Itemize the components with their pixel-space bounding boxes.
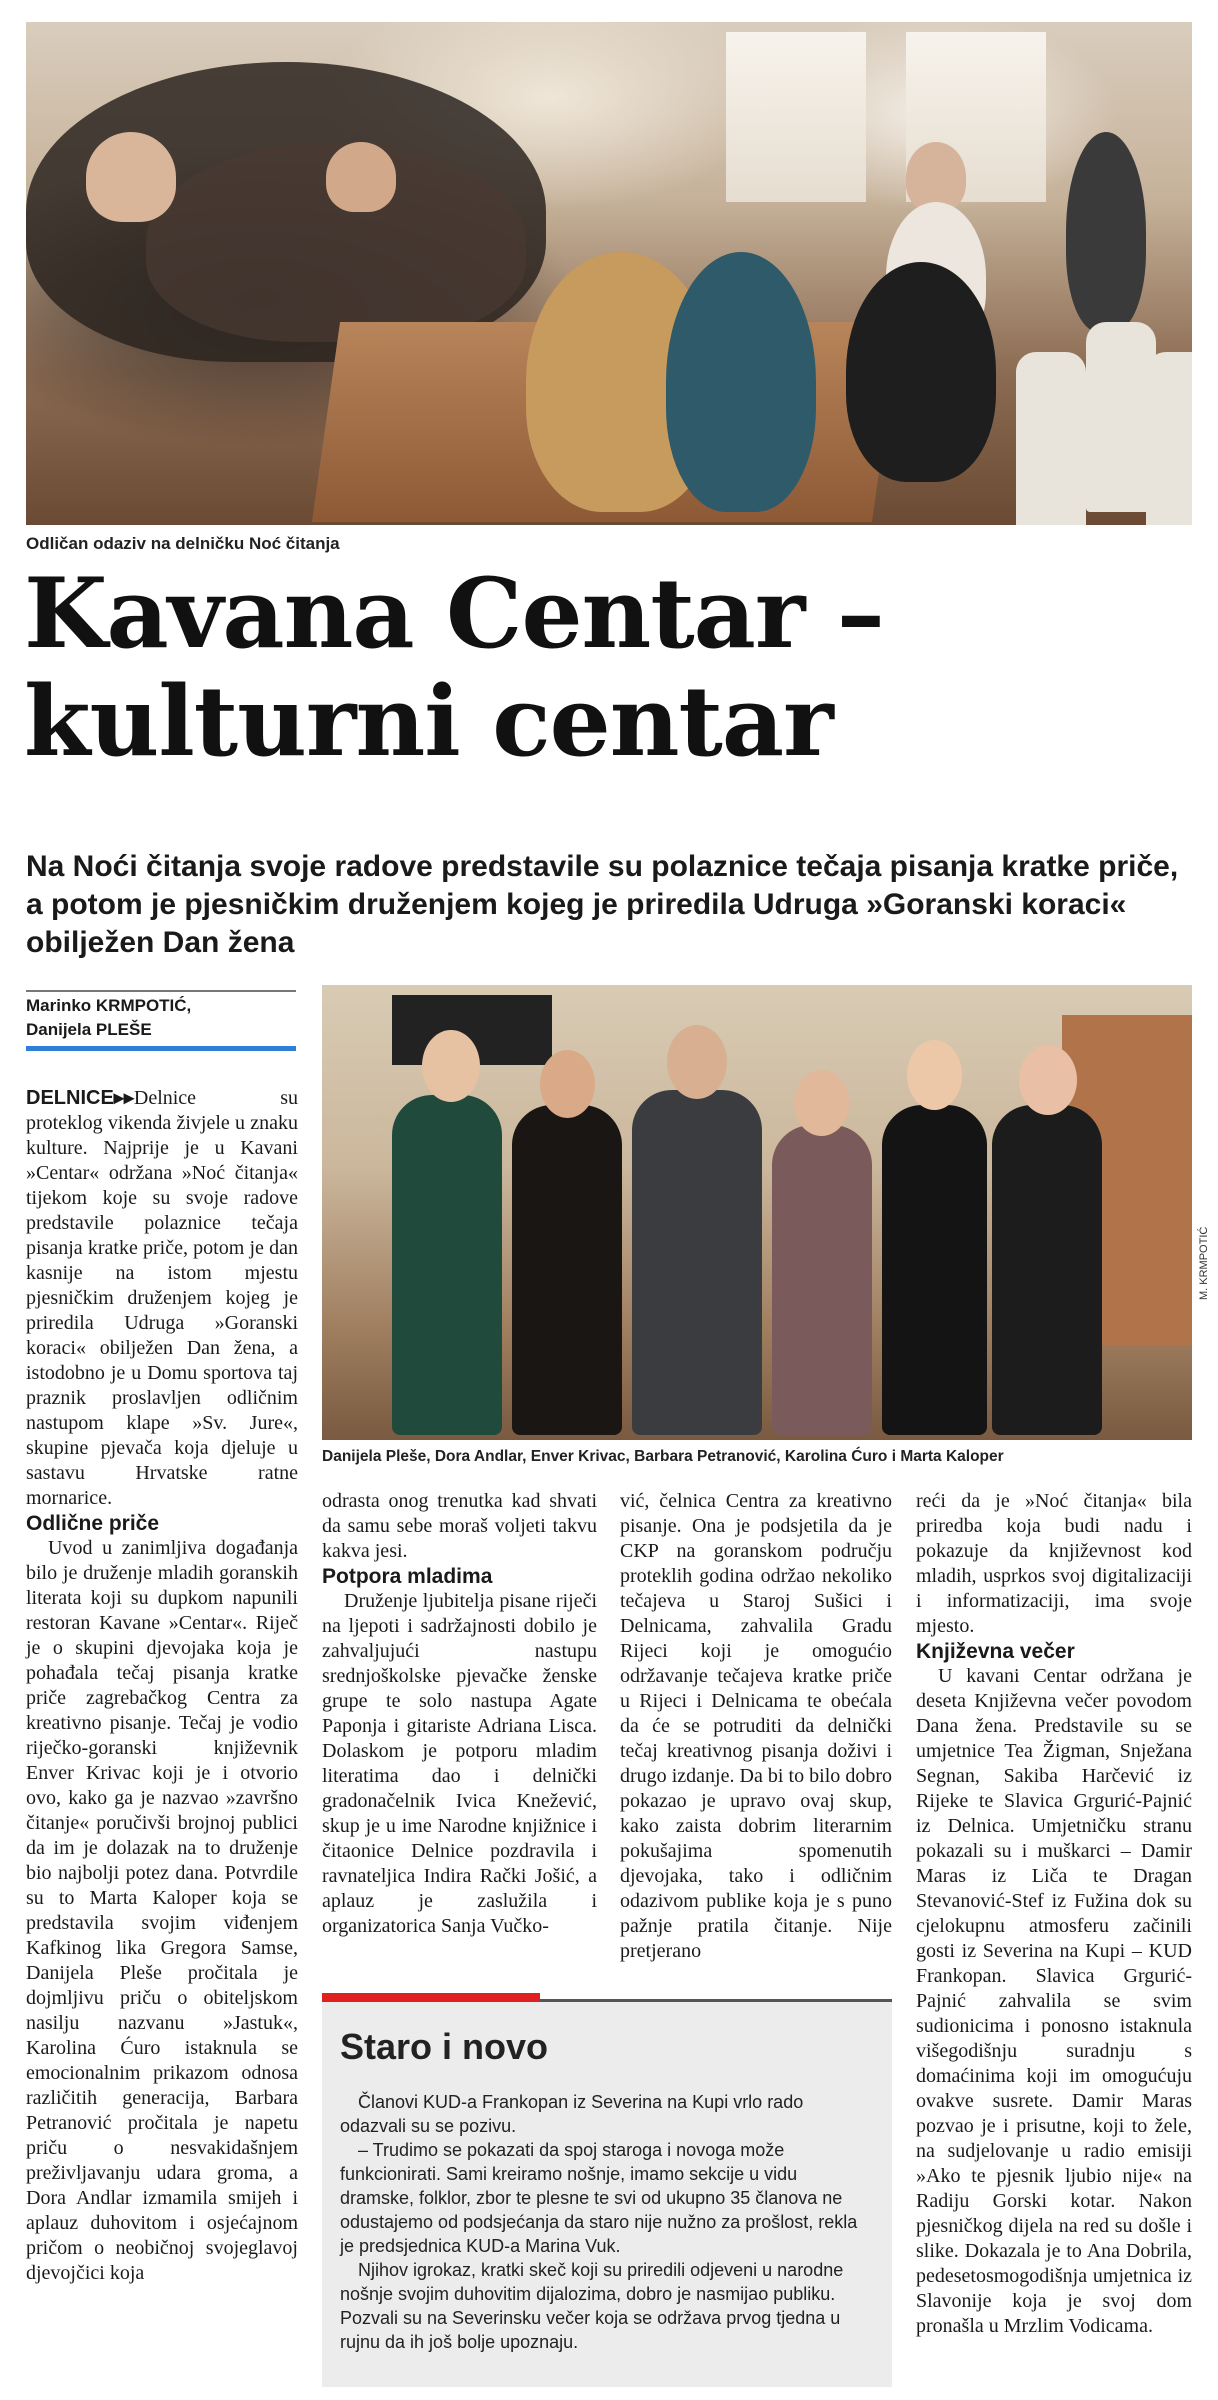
double-arrow-icon: ▸▸: [113, 1087, 134, 1109]
photo-person-5: [882, 1105, 987, 1435]
photo-person-4-head: [794, 1070, 849, 1136]
photo-window: [726, 32, 866, 202]
article-column-3: [620, 1489, 892, 1964]
lead-paragraph: [26, 1086, 298, 1511]
author-2: Danijela PLEŠE: [26, 1020, 152, 1039]
article-headline: [24, 557, 1204, 778]
box-paragraph: Njihov igrokaz, kratki skeč koji su priredili odjeveni u narodne nošnje svojim duhovitim dijalozima, dobro je nasmijao publiku. Pozvali su na Severinsku večer koja se održava prvog tjedna u rujnu da ih još bolje upoznaju.: [340, 2260, 844, 2352]
photo-person-2-head: [540, 1050, 595, 1118]
article-column-4: [916, 1489, 1192, 2339]
photo-person-4: [772, 1125, 872, 1435]
photo-person-3: [632, 1090, 762, 1435]
article-subheadline: Na Noći čitanja svoje radove predstavile su polaznice tečaja pisanja kratke priče, a potom je pjesničkim druženjem kojeg je priredila Udruga »Goranski koraci« obilježen Dan žena: [26, 850, 1179, 959]
event-photo-audience: [26, 22, 1192, 525]
paragraph: vić, čelnica Centra za kreativno pisanje. Ona je podsjetila da je CKP na goranskom području proteklih godina održao nekoliko tečajeva u Staroj Sušici i Delnicama, zahvalila Gradu Rijeci koji je omogućio održavanje tečajeva kratke priče u Rijeci i Delnicama te obećala da će se potruditi da delnički tečaj kreativnog pisanja doživi i drugo izdanje. Da bi to bilo dobro pokazao je upravo ovaj skup, kako zaista dobrim literarnim pokušajima spomenutih djevojaka, tako i odličnim odazivom publike koja je s puno pažnje pratila čitanje. Nije pretjerano: [620, 1490, 892, 1962]
sidebar-box-staro-i-novo: [322, 2002, 892, 2387]
photo-person-6-head: [1019, 1045, 1077, 1115]
photo-chair: [1146, 352, 1192, 525]
box-body: [340, 2090, 868, 2354]
photo-chair: [1016, 352, 1086, 525]
article-column-2: [322, 1489, 597, 1939]
subheading-odlicne-price: Odlične priče: [26, 1512, 160, 1535]
byline: [26, 994, 296, 1051]
photo-woman-dark: [846, 262, 996, 482]
byline-rule: [26, 990, 296, 992]
box-paragraph: Članovi KUD-a Frankopan iz Severina na Kupi vrlo rado odazvali su se pozivu.: [340, 2092, 804, 2136]
photo-person-1: [392, 1095, 502, 1435]
box-accent-bar: [322, 1993, 540, 2002]
paragraph: Druženje ljubitelja pisane riječi na ljepoti i sadržajnosti dobilo je zahvaljujući nastupu srednjoškolske pjevačke ženske grupe te solo nastupa Agate Paponja i gitariste Adriana Lisca. Dolaskom je potporu mladim literatima dao i delnički gradonačelnik Ivica Knežević, skup je u ime Narodne knjižnice i čitaonice Delnice pozdravila i ravnateljica Indira Rački Jošić, a aplauz je zaslužila i organizatorica Sanja Vučko-: [322, 1590, 597, 1937]
photo-person-6: [992, 1105, 1102, 1435]
photo-woman-teal: [666, 252, 816, 512]
headline-line-1: Kavana Centar –: [24, 557, 884, 670]
paragraph: U kavani Centar održana je deseta Književna večer povodom Dana žena. Predstavile su se umjetnice Tea Žigman, Snježana Segnan, Sakiba Harčević iz Rijeke te Slavica Grgurić-Pajnić iz Delnica. Umjetničku stranu pokazali su i muškarci – Damir Maras iz Liča te Dragan Stevanović-Stef iz Fužina dok su cjelokupnu atmosferu začinili gosti iz Severina na Kupi – KUD Frankopan. Slavica Grgurić-Pajnić zahvalila se svim sudionicima i ponosno istaknula višegodišnju suradnju s domaćinima koji im omogućuju ovakve susrete. Damir Maras pozvao je i prisutne, koji to žele, na sudjelovanje u radio emisiji »Ako te pjesnik ljubio nije« na Radiju Gorski kotar. Nakon pjesničkog dijela na red su došle i slike. Dokazala je to Ana Dobrila, pedesetosmogodišnja umjetnica iz Slavonije koja je svoj dom pronašla u Mrzlim Vodicama.: [916, 1665, 1192, 2337]
group-photo: [322, 985, 1192, 1440]
photo-caption-top: Odličan odaziv na delničku Noć čitanja: [26, 534, 340, 553]
paragraph: reći da je »Noć čitanja« bila priredba koja budi nadu i pokazuje da književnost kod mladih, usprkos svoj digitalizaciji i informatizaciji, ima svoje mjesto.: [916, 1490, 1192, 1637]
photo-person-5-head: [907, 1040, 962, 1110]
photo-person-3-head: [667, 1025, 727, 1099]
photo-person-2: [512, 1105, 622, 1435]
paragraph: Uvod u zanimljiva događanja bilo je druženje mladih goranskih literata koji su dupkom napunili restoran Kavane »Centar«. Riječ je o skupini djevojaka koja je pohađala tečaj pisanja kratke priče zagrebačkog Centra za kreativno pisanje. Tečaj je vodio riječko-goranski književnik Enver Krivac koji je i otvorio ovo, kako ga je nazvao »završno čitanje« poručivši brojnoj publici da im je dolazak na to druženje bio najbolji potez dana. Potvrdile su to Marta Kaloper koja se predstavila svojim viđenjem Kafkinog lika Gregora Samse, Danijela Pleše pročitala je dojmljivu priču o obiteljskom nasilju nazvanu »Jastuk«, Karolina Ćuro istaknula se emocionalnim prikazom odnosa različitih generacija, Barbara Petranović pročitala je napetu priču o nesvakidašnjem preživljavanju udara groma, a Dora Andlar izmamila smijeh i aplauz duhovitom i osjećajnom pričom o neobičnoj svojeglavoj djevojčici koja: [26, 1537, 298, 2284]
box-paragraph: – Trudimo se pokazati da spoj staroga i novoga može funkcionirati. Sami kreiramo nošnje, imamo sekcije u vidu dramske, folklor, zbor te plesne te svi od ukupno 35 članova ne odustajemo od podsjećanja da staro nije nužno za prošlost, rekla je predsjednica KUD-a Marina Vuk.: [340, 2140, 858, 2256]
photo-head: [86, 132, 176, 222]
article-column-1: [26, 1086, 298, 2286]
location-kicker: DELNICE: [26, 1087, 114, 1109]
box-title: Staro i novo: [340, 2026, 549, 2067]
photo-caption-mid: Danijela Pleše, Dora Andlar, Enver Krivac, Barbara Petranović, Karolina Ćuro i Marta Kaloper: [322, 1448, 1004, 1465]
subheading-potpora-mladima: Potpora mladima: [322, 1565, 493, 1588]
subheading-knjizevna-vecer: Književna večer: [916, 1640, 1075, 1663]
lead-text: Delnice su proteklog vikenda živjele u znaku kulture. Najprije je u Kavani »Centar« održana »Noć čitanja« tijekom koje su svoje radove predstavile polaznice tečaja pisanja kratke priče, potom je dan kasnije na istom mjestu pjesničkim druženjem kojeg je priredila Udruga »Goranski koraci« obilježen Dan žena, a istodobno je u Domu sportova taj praznik proslavljen odličnim nastupom klape »Sv. Jure«, skupine pjevača koja djeluje u sastavu Hrvatske ratne mornarice.: [26, 1087, 298, 1509]
paragraph: odrasta onog trenutka kad shvati da samu sebe moraš voljeti takvu kakva jesi.: [322, 1490, 597, 1562]
photo-speaker: [1066, 132, 1146, 332]
box-rule: [540, 1999, 892, 2002]
photo-person-1-head: [422, 1030, 480, 1102]
photo-credit: M. KRMPOTIĆ: [1198, 1226, 1210, 1300]
photo-head: [326, 142, 396, 212]
author-1: Marinko KRMPOTIĆ,: [26, 996, 192, 1015]
headline-line-2: kulturni centar: [24, 665, 833, 778]
